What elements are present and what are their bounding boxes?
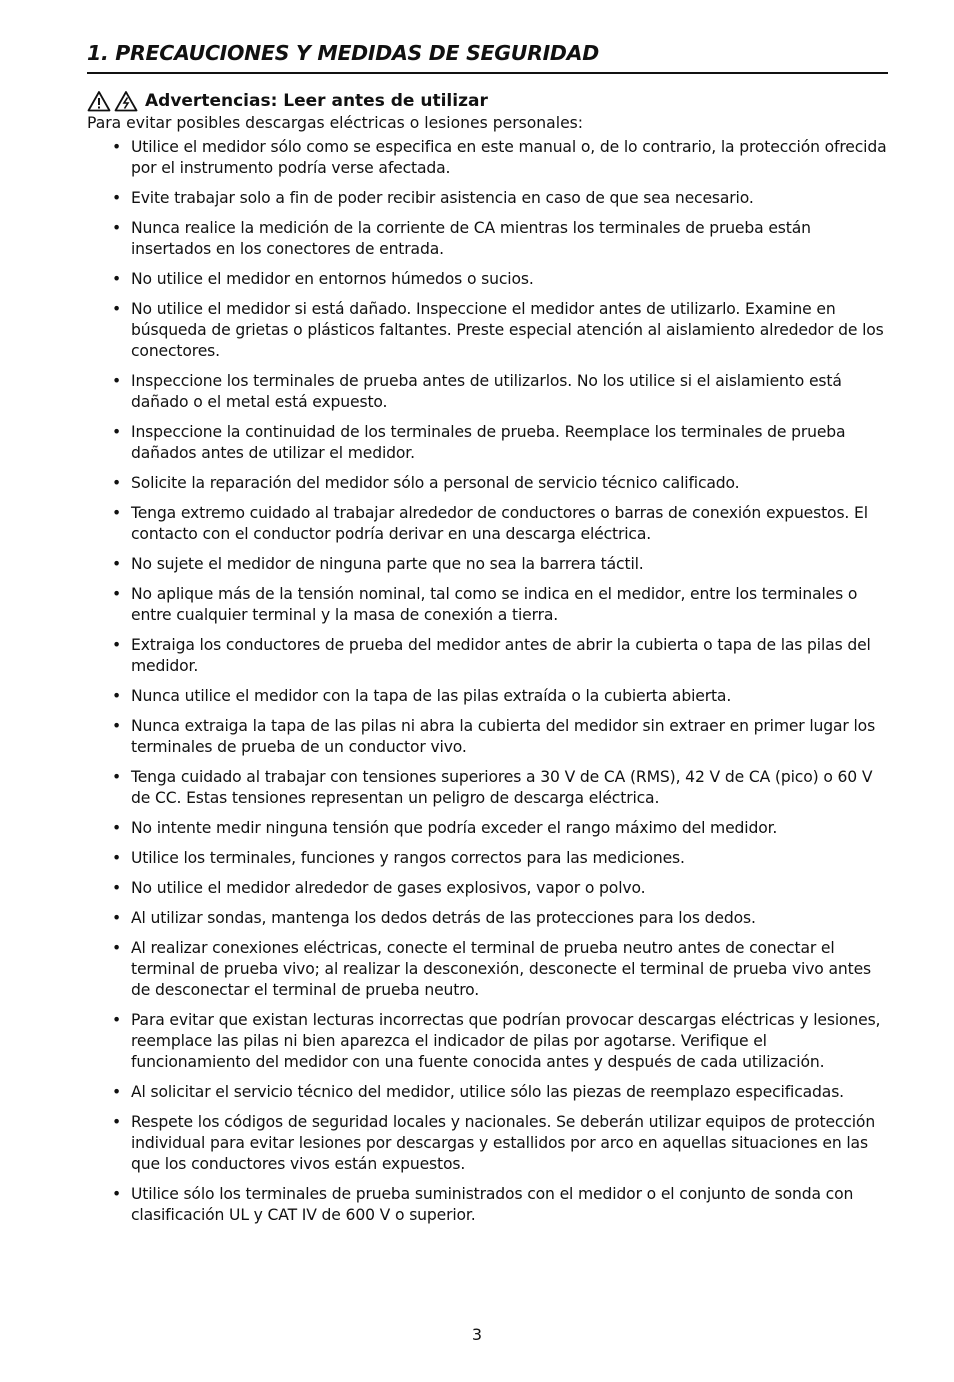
safety-warnings-list	[87, 137, 888, 1226]
list-item-text: Al realizar conexiones eléctricas, conecte el terminal de prueba neutro antes de conectar el terminal de prueba vivo; al realizar la desconexión, desconecte el terminal de prueba vivo antes de desconectar el terminal de prueba neutro.	[131, 939, 872, 999]
list-item-text: No utilice el medidor alrededor de gases explosivos, vapor o polvo.	[131, 879, 646, 897]
list-item-text: No utilice el medidor si está dañado. Inspeccione el medidor antes de utilizarlo. Examine en búsqueda de grietas o plásticos faltantes. Preste especial atención al aislamiento alrededor de los conectores.	[131, 300, 884, 360]
list-item-text: Inspeccione los terminales de prueba antes de utilizarlos. No los utilice si el aislamiento está dañado o el metal está expuesto.	[131, 372, 842, 411]
list-item-text: Nunca extraiga la tapa de las pilas ni abra la cubierta del medidor sin extraer en primer lugar los terminales de prueba de un conductor vivo.	[131, 717, 876, 756]
list-item-text: Nunca realice la medición de la corriente de CA mientras los terminales de prueba están insertados en los conectores de entrada.	[131, 219, 811, 258]
list-item-text: No sujete el medidor de ninguna parte que no sea la barrera táctil.	[131, 555, 644, 573]
list-item-text: Solicite la reparación del medidor sólo a personal de servicio técnico calificado.	[131, 474, 740, 492]
bullet-marker: •	[112, 504, 122, 522]
bullet-marker: •	[112, 768, 122, 786]
bullet-marker: •	[112, 849, 122, 867]
list-item	[87, 269, 888, 290]
bullet-marker: •	[112, 138, 122, 156]
list-item-text: Evite trabajar solo a fin de poder recibir asistencia en caso de que sea necesario.	[131, 189, 754, 207]
list-item-text: Tenga extremo cuidado al trabajar alrededor de conductores o barras de conexión expuestos. El contacto con el conductor podría derivar en una descarga eléctrica.	[131, 504, 868, 543]
bullet-marker: •	[112, 939, 122, 957]
list-item-text: No aplique más de la tensión nominal, tal como se indica en el medidor, entre los terminales o entre cualquier terminal y la masa de conexión a tierra.	[131, 585, 858, 624]
bullet-marker: •	[112, 219, 122, 237]
list-item-text: Para evitar que existan lecturas incorrectas que podrían provocar descargas eléctricas y lesiones, reemplace las pilas ni bien aparezca el indicador de pilas por agotarse. Verifique el funcionamiento del medidor con una fuente conocida antes y después de cada utilización.	[131, 1011, 881, 1071]
list-item-text: Utilice los terminales, funciones y rangos correctos para las mediciones.	[131, 849, 685, 867]
bullet-marker: •	[112, 189, 122, 207]
warning-heading-text: Advertencias: Leer antes de utilizar	[145, 91, 488, 111]
bullet-marker: •	[112, 1113, 122, 1131]
list-item	[87, 1082, 888, 1103]
bullet-marker: •	[112, 717, 122, 735]
page-number: 3	[471, 1325, 483, 1344]
list-item	[87, 188, 888, 209]
bullet-marker: •	[112, 687, 122, 705]
bullet-marker: •	[112, 819, 122, 837]
list-item	[87, 299, 888, 362]
list-item	[87, 1010, 888, 1073]
list-item-text: No intente medir ninguna tensión que podría exceder el rango máximo del medidor.	[131, 819, 778, 837]
bullet-marker: •	[112, 1185, 122, 1203]
bullet-marker: •	[112, 636, 122, 654]
list-item	[87, 878, 888, 899]
list-item-text: Respete los códigos de seguridad locales y nacionales. Se deberán utilizar equipos de protección individual para evitar lesiones por descargas y estallidos por arco en aquellas situaciones en las que los conductores vivos están expuestos.	[131, 1113, 876, 1173]
list-item-text: Inspeccione la continuidad de los terminales de prueba. Reemplace los terminales de prueba dañados antes de utilizar el medidor.	[131, 423, 846, 462]
bullet-marker: •	[112, 474, 122, 492]
warning-heading	[87, 90, 888, 112]
list-item-text: Nunca utilice el medidor con la tapa de las pilas extraída o la cubierta abierta.	[131, 687, 732, 705]
list-item-text: Extraiga los conductores de prueba del medidor antes de abrir la cubierta o tapa de las pilas del medidor.	[131, 636, 871, 675]
list-item	[87, 686, 888, 707]
list-item	[87, 767, 888, 809]
bullet-marker: •	[112, 423, 122, 441]
bullet-marker: •	[112, 555, 122, 573]
list-item	[87, 503, 888, 545]
bullet-marker: •	[112, 270, 122, 288]
list-item	[87, 635, 888, 677]
list-item	[87, 473, 888, 494]
list-item	[87, 584, 888, 626]
list-item	[87, 137, 888, 179]
list-item	[87, 371, 888, 413]
section-title: 1. PRECAUCIONES Y MEDIDAS DE SEGURIDAD	[87, 40, 888, 74]
warning-intro: Para evitar posibles descargas eléctricas o lesiones personales:	[87, 114, 584, 132]
list-item-text: Al utilizar sondas, mantenga los dedos detrás de las protecciones para los dedos.	[131, 909, 756, 927]
list-item-text: No utilice el medidor en entornos húmedos o sucios.	[131, 270, 534, 288]
list-item	[87, 1112, 888, 1175]
list-item	[87, 908, 888, 929]
list-item	[87, 818, 888, 839]
list-item	[87, 218, 888, 260]
electric-shock-warning-icon	[114, 90, 138, 112]
manual-page	[87, 40, 888, 1235]
list-item-text: Tenga cuidado al trabajar con tensiones superiores a 30 V de CA (RMS), 42 V de CA (pico) o 60 V de CC. Estas tensiones representan un peligro de descarga eléctrica.	[131, 768, 873, 807]
bullet-marker: •	[112, 1083, 122, 1101]
bullet-marker: •	[112, 1011, 122, 1029]
warning-triangle-icon	[87, 90, 111, 112]
list-item-text: Utilice el medidor sólo como se especifica en este manual o, de lo contrario, la protección ofrecida por el instrumento podría verse afectada.	[131, 138, 887, 177]
bullet-marker: •	[112, 879, 122, 897]
list-item	[87, 554, 888, 575]
list-item	[87, 938, 888, 1001]
list-item	[87, 422, 888, 464]
list-item	[87, 848, 888, 869]
list-item	[87, 716, 888, 758]
list-item	[87, 1184, 888, 1226]
bullet-marker: •	[112, 909, 122, 927]
bullet-marker: •	[112, 372, 122, 390]
bullet-marker: •	[112, 585, 122, 603]
list-item-text: Al solicitar el servicio técnico del medidor, utilice sólo las piezas de reemplazo especificadas.	[131, 1083, 844, 1101]
list-item-text: Utilice sólo los terminales de prueba suministrados con el medidor o el conjunto de sonda con clasificación UL y CAT IV de 600 V o superior.	[131, 1185, 854, 1224]
bullet-marker: •	[112, 300, 122, 318]
